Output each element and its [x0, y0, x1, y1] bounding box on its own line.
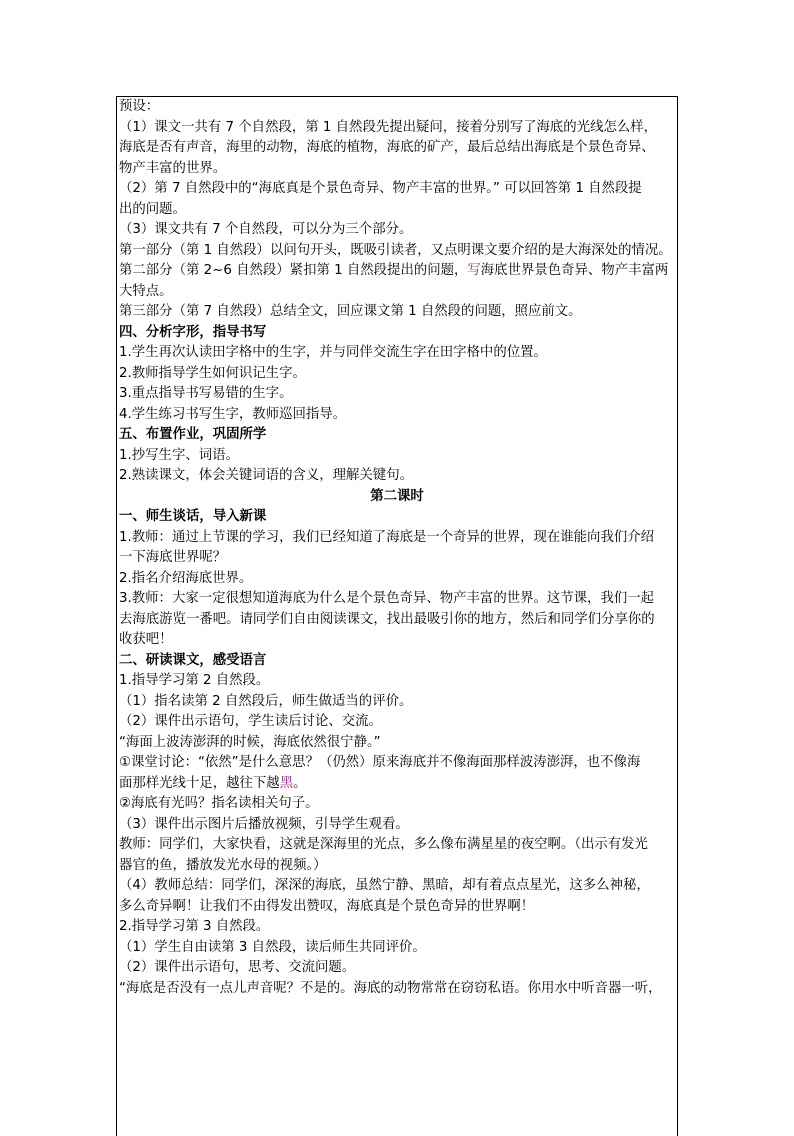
text-line: 海底是否有声音，海里的动物，海底的植物，海底的矿产，最后总结出海底是个景色奇异、	[119, 140, 655, 155]
section-heading: 五、布置作业，巩固所学	[119, 427, 267, 442]
text-line: 3.教师：大家一定很想知道海底为什么是个景色奇异、物产丰富的世界。这节课，我们一起	[119, 591, 655, 606]
section-heading: 四、分析字形，指导书写	[119, 324, 267, 340]
text-line: 1.指导学习第 2 自然段。	[119, 673, 270, 688]
highlighted-char: 写	[467, 263, 481, 278]
text-line: 收获吧！	[119, 632, 173, 647]
text-line	[119, 774, 675, 795]
text-segment: 。	[293, 775, 307, 791]
text-segment: 海底世界景色奇异、物产丰富两	[480, 263, 669, 278]
text-line: （3）课文共有 7 个自然段，可以分为三个部分。	[119, 222, 413, 237]
text-segment: 面那样光线十足，越往下越	[119, 775, 280, 791]
text-line: ①课堂讨论：“依然”是什么意思？（仍然）原来海底并不像海面那样波涛澎湃，也不像海	[119, 755, 641, 770]
text-line: 大特点。	[119, 283, 173, 299]
text-line: 3.重点指导书写易错的生字。	[119, 386, 293, 401]
text-line: 2.指导学习第 3 自然段。	[119, 919, 270, 934]
text-line: 器官的鱼，播放发光水母的视频。）	[119, 857, 327, 873]
text-line: （1）学生自由读第 3 自然段，读后师生共同评价。	[119, 939, 426, 955]
text-line: 2.熟读课文，体会关键词语的含义，理解关键句。	[119, 468, 413, 483]
text-segment: 第二部分（第 2~6 自然段）紧扣第 1 自然段提出的问题，	[119, 263, 468, 278]
text-line: “海面上波涛澎湃的时候，海底依然很宁静。”	[119, 734, 381, 750]
text-line: （2）课件出示语句，思考、交流问题。	[119, 960, 356, 975]
text-line: 去海底游览一番吧。请同学们自由阅读课文，找出最吸引你的地方，然后和同学们分享你的	[119, 611, 655, 627]
text-line: （2）课件出示语句，学生读后讨论、交流。	[119, 714, 382, 729]
text-line: 1.学生再次认读田字格中的生字，并与同伴交流生字在田字格中的位置。	[119, 345, 547, 360]
text-line: 教师：同学们，大家快看，这就是深海里的光点，多么像布满星星的夜空啊。（出示有发光	[119, 837, 648, 852]
lesson-plan-content	[119, 97, 675, 999]
text-line: （2）第 7 自然段中的“海底真是个景色奇异、物产丰富的世界。” 可以回答第 1 自然段提	[119, 181, 642, 196]
text-line: （1）课文一共有 7 个自然段，第 1 自然段先提出疑问，接着分别写了海底的光线怎么样，	[119, 119, 658, 135]
text-line: 4.学生练习书写生字，教师巡回指导。	[119, 406, 347, 422]
text-line: 第三部分（第 7 自然段）总结全文，回应课文第 1 自然段的问题，照应前文。	[119, 304, 582, 319]
text-line: 1.教师：通过上节课的学习，我们已经知道了海底是一个奇异的世界，现在谁能向我们介绍	[119, 529, 655, 545]
text-line: 2.指名介绍海底世界。	[119, 570, 253, 586]
text-line	[119, 261, 675, 282]
text-line: 第一部分（第 1 自然段）以问句开头，既吸引读者，又点明课文要介绍的是大海深处的情况。	[119, 242, 672, 258]
text-line: ②海底有光吗？指名读相关句子。	[119, 796, 319, 811]
text-line: “海底是否没有一点儿声音呢？不是的。海底的动物常常在窃窃私语。你用水中听音器一听，	[119, 980, 662, 996]
highlighted-char: 黑	[279, 775, 294, 791]
text-line: （4）教师总结：同学们，深深的海底，虽然宁静、黑暗，却有着点点星光，这多么神秘，	[119, 878, 650, 893]
text-line: 1.抄写生字、词语。	[119, 447, 239, 463]
text-line: 多么奇异啊！让我们不由得发出赞叹，海底真是个景色奇异的世界啊！	[119, 898, 535, 914]
text-line: 一下海底世界呢？	[119, 550, 227, 565]
text-line: （1）指名读第 2 自然段后，师生做适当的评价。	[119, 693, 413, 709]
text-line: 出的问题。	[119, 201, 186, 217]
section-heading: 一、师生谈话，导入新课	[119, 509, 267, 524]
text-line: （3）课件出示图片后播放视频，引导学生观看。	[119, 816, 409, 832]
section-heading: 第二课时	[370, 488, 424, 504]
text-line: 物产丰富的世界。	[119, 160, 227, 176]
text-line: 2.教师指导学生如何识记生字。	[119, 365, 306, 381]
text-line: 预设：	[119, 99, 160, 114]
section-heading: 二、研读课文，感受语言	[119, 652, 267, 668]
